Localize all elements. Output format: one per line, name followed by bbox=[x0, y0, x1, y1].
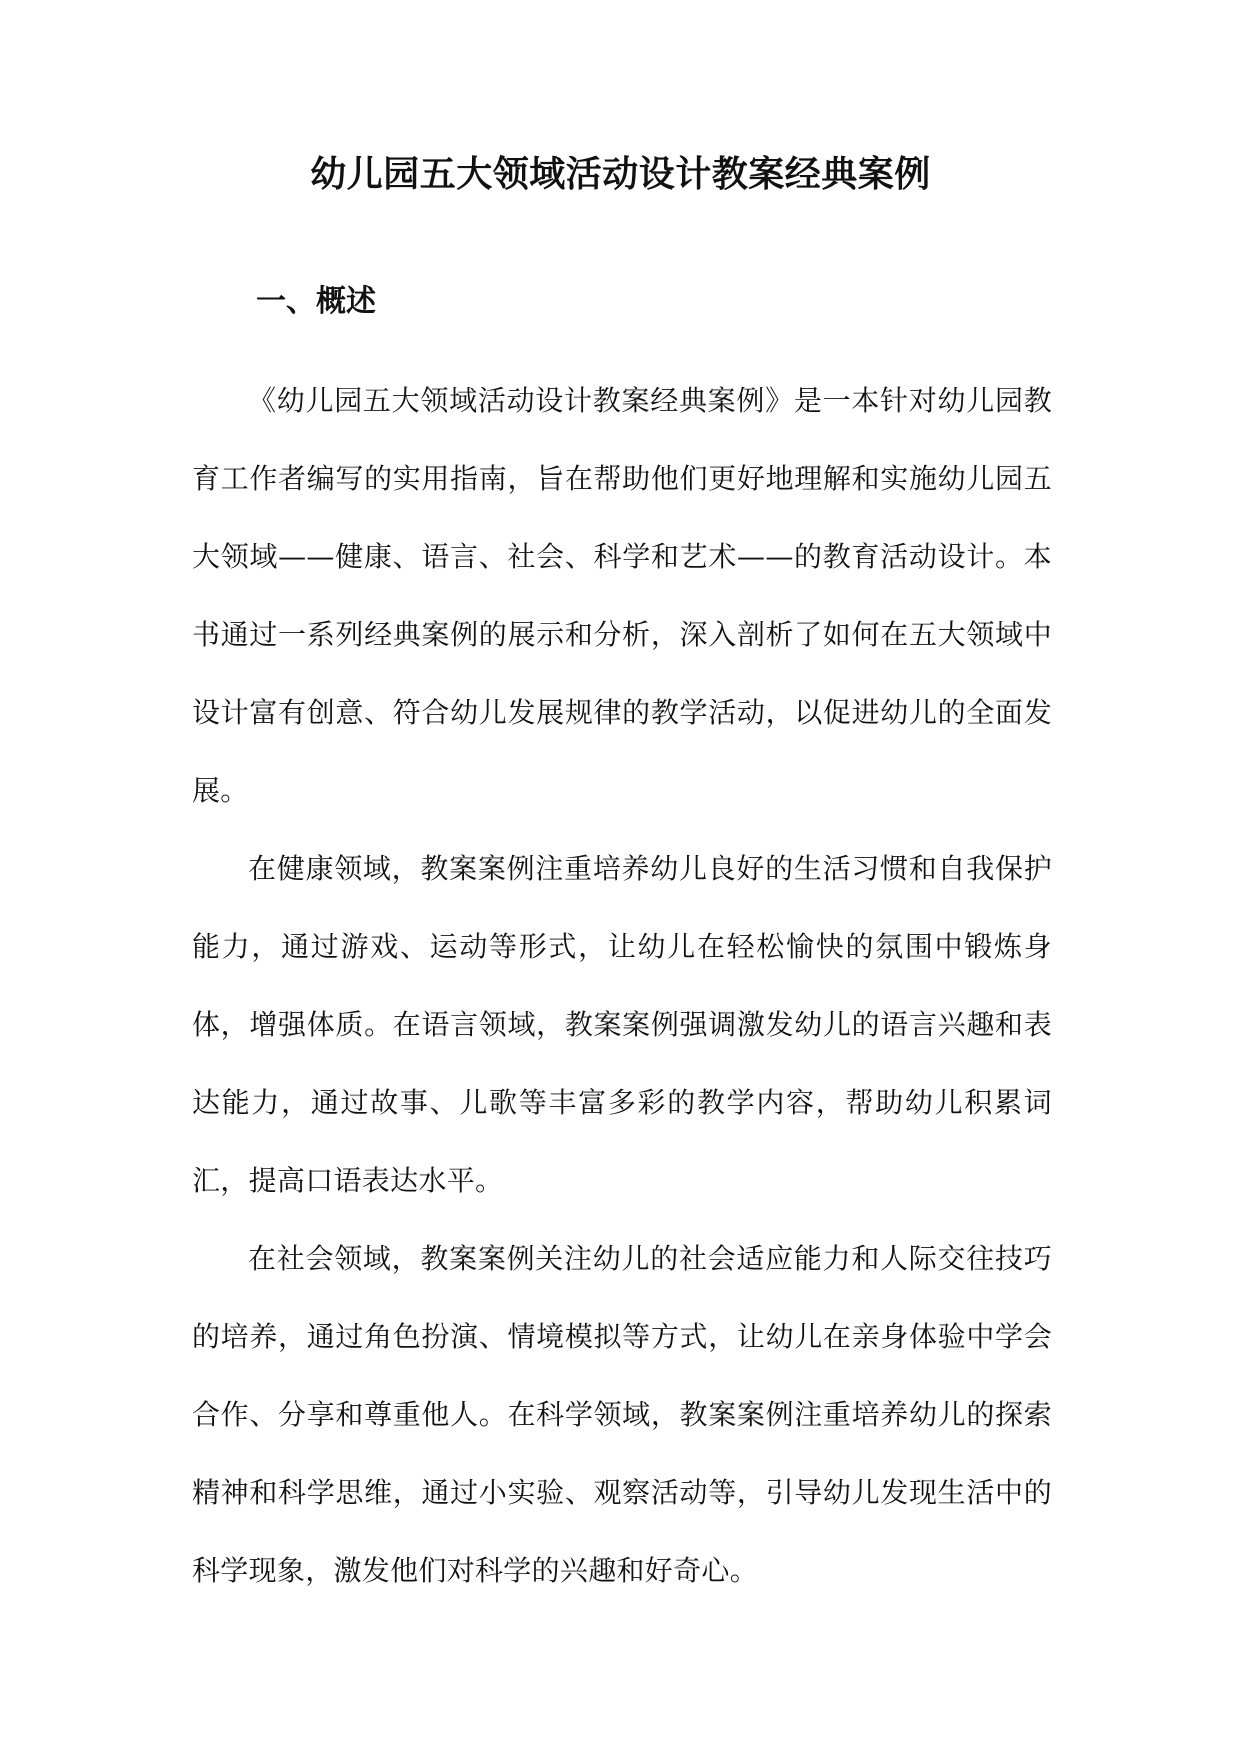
paragraph-society-science: 在社会领域，教案案例关注幼儿的社会适应能力和人际交往技巧的培养，通过角色扮演、情境模拟等方式，让幼儿在亲身体验中学会合作、分享和尊重他人。在科学领域，教案案例注重培养幼儿的探索精神和科学思维，通过小实验、观察活动等，引导幼儿发现生活中的科学现象，激发他们对科学的兴趣和好奇心。 bbox=[192, 1242, 1052, 1587]
section-body bbox=[192, 362, 1052, 1610]
section-heading-overview: 一、概述 bbox=[256, 284, 376, 319]
paragraph-intro: 《幼儿园五大领域活动设计教案经典案例》是一本针对幼儿园教育工作者编写的实用指南，旨在帮助他们更好地理解和实施幼儿园五大领域——健康、语言、社会、科学和艺术——的教育活动设计。本书通过一系列经典案例的展示和分析，深入剖析了如何在五大领域中设计富有创意、符合幼儿发展规律的教学活动，以促进幼儿的全面发展。 bbox=[192, 384, 1052, 807]
document-title: 幼儿园五大领域活动设计教案经典案例 bbox=[310, 154, 931, 195]
paragraph-health-language: 在健康领域，教案案例注重培养幼儿良好的生活习惯和自我保护能力，通过游戏、运动等形式，让幼儿在轻松愉快的氛围中锻炼身体，增强体质。在语言领域，教案案例强调激发幼儿的语言兴趣和表达能力，通过故事、儿歌等丰富多彩的教学内容，帮助幼儿积累词汇，提高口语表达水平。 bbox=[192, 852, 1052, 1197]
